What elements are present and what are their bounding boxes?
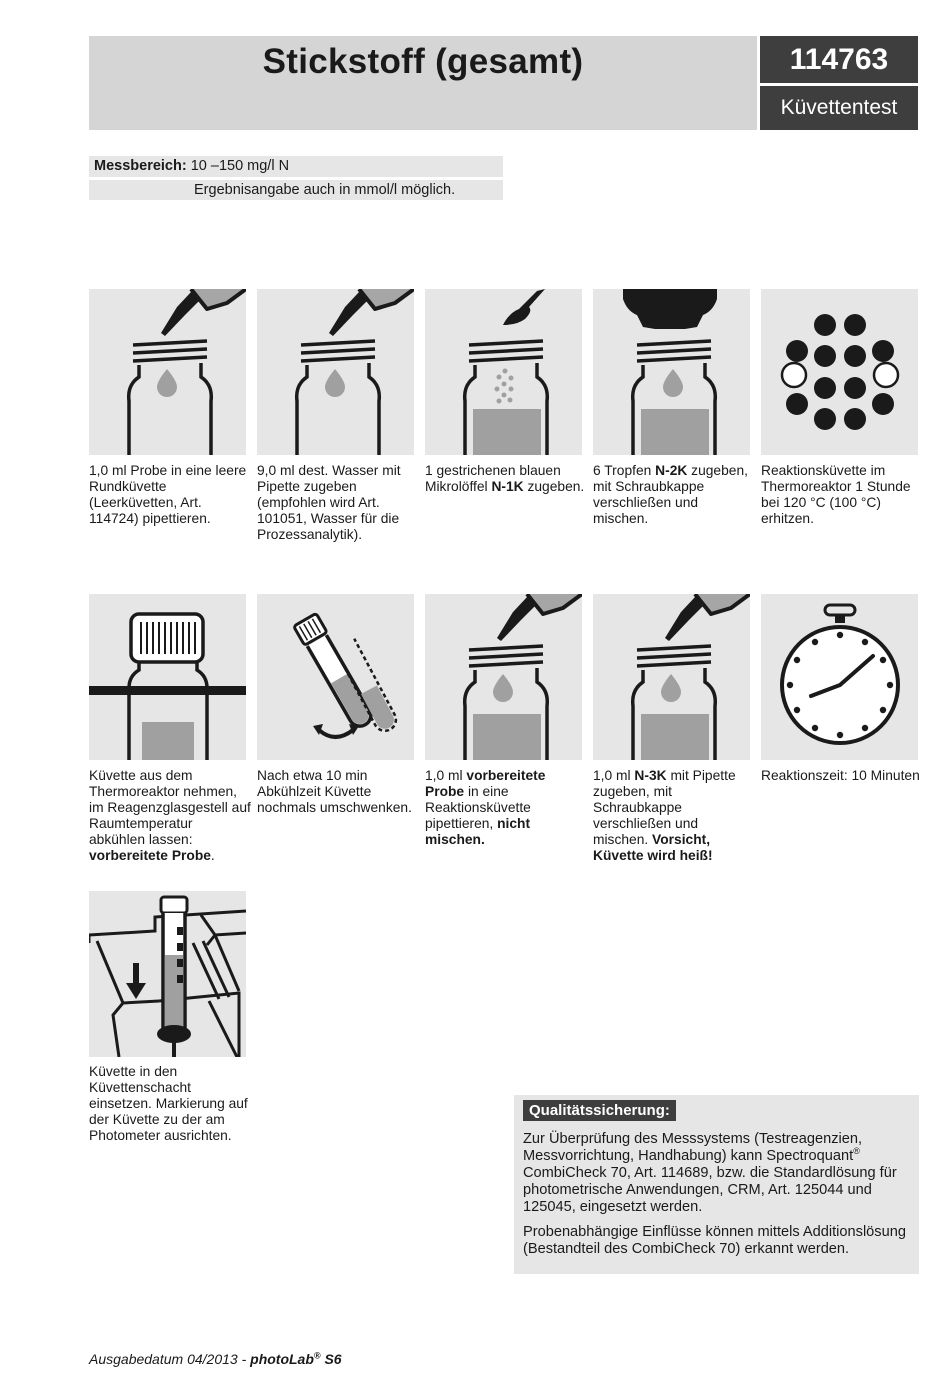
test-type-label: Küvettentest — [760, 86, 918, 130]
step-1-text: 1,0 ml Probe in eine leere Rundküvette (Leerküvetten, Art. 114724) pipettieren. — [89, 463, 247, 526]
step-5-text: Reaktionsküvette im Thermoreaktor 1 Stunde bei 120 °C (100 °C) erhitzen. — [761, 463, 911, 526]
hot-warning: Vorsicht, Küvette wird heiß! — [593, 832, 713, 863]
page-title: Stickstoff (gesamt) — [262, 42, 584, 81]
step-7-text: Nach etwa 10 min Abkühlzeit Küvette nochmals umschwenken. — [257, 768, 412, 815]
step-10-illustration — [761, 594, 918, 760]
measuring-range-note — [89, 180, 503, 200]
step-6-illustration — [89, 594, 246, 760]
quality-assurance-title: Qualitätssicherung: — [523, 1100, 676, 1121]
quality-assurance-paragraph-1: Zur Überprüfung des Messsystems (Testreagenzien, Messvorrichtung, Handhabung) kann Spectroquant® CombiCheck 70, Art. 114689, bzw. die Standardlösung für photometrische Anwendungen, CRM, Art. 125044 und 125045, eingesetzt werden. — [523, 1131, 897, 1215]
footer: Ausgabedatum 04/2013 - photoLab® S6 — [89, 1350, 342, 1367]
header-bar — [89, 36, 757, 130]
step-3-illustration — [425, 289, 582, 455]
measuring-range-label: Messbereich: — [94, 158, 187, 174]
step-2-text: 9,0 ml dest. Wasser mit Pipette zugeben (empfohlen wird Art. 101051, Wasser für die Prozessanalytik). — [257, 463, 401, 542]
step-11-text: Küvette in den Küvettenschacht einsetzen. Markierung auf der Küvette zu der am Photometer ausrichten. — [89, 1064, 248, 1143]
measuring-range-value: 10 –150 mg/l N — [190, 158, 290, 174]
measuring-range — [89, 156, 503, 177]
step-3-text: 1 gestrichenen blauen Mikrolöffel N-1K zugeben. — [425, 463, 585, 494]
step-5-illustration — [761, 289, 918, 455]
step-1-illustration — [89, 289, 246, 455]
step-9-text: 1,0 ml N-3K mit Pipette zugeben, mit Schraubkappe verschließen und mischen. Vorsicht, Küvette wird heiß! — [593, 768, 736, 863]
step-6-text: Küvette aus dem Thermoreaktor nehmen, im Reagenzglasgestell auf Raumtemperatur abkühlen lassen: vorbereitete Probe. — [89, 768, 251, 863]
step-11-illustration — [89, 891, 246, 1057]
step-4-illustration — [593, 289, 750, 455]
quality-assurance-paragraph-2: Probenabhängige Einflüsse können mittels Additionslösung (Bestandteil des CombiCheck 70) erkannt werden. — [523, 1224, 906, 1257]
step-2-illustration — [257, 289, 414, 455]
reagent-n3k: N-3K — [634, 768, 667, 783]
issue-date: Ausgabedatum 04/2013 — [89, 1351, 238, 1367]
step-9-illustration — [593, 594, 750, 760]
step-7-illustration — [257, 594, 414, 760]
instrument-name: photoLab® S6 — [250, 1350, 342, 1367]
quality-assurance-box — [514, 1095, 919, 1274]
reagent-n2k: N-2K — [655, 463, 688, 478]
prepared-sample-label: vorbereitete Probe — [89, 848, 211, 863]
step-4-text: 6 Tropfen N-2K zugeben, mit Schraubkappe verschließen und mischen. — [593, 463, 748, 526]
article-number: 114763 — [760, 36, 918, 83]
step-8-text: 1,0 ml vorbereitete Probe in eine Reaktionsküvette pipettieren, nicht mischen. — [425, 768, 546, 847]
step-8-illustration — [425, 594, 582, 760]
step-10-text: Reaktionszeit: 10 Minuten — [761, 768, 920, 783]
do-not-mix-warning: nicht mischen. — [425, 816, 531, 847]
measuring-range-note-text: Ergebnisangabe auch in mmol/l möglich. — [194, 182, 456, 198]
reagent-n1k: N-1K — [491, 479, 524, 494]
